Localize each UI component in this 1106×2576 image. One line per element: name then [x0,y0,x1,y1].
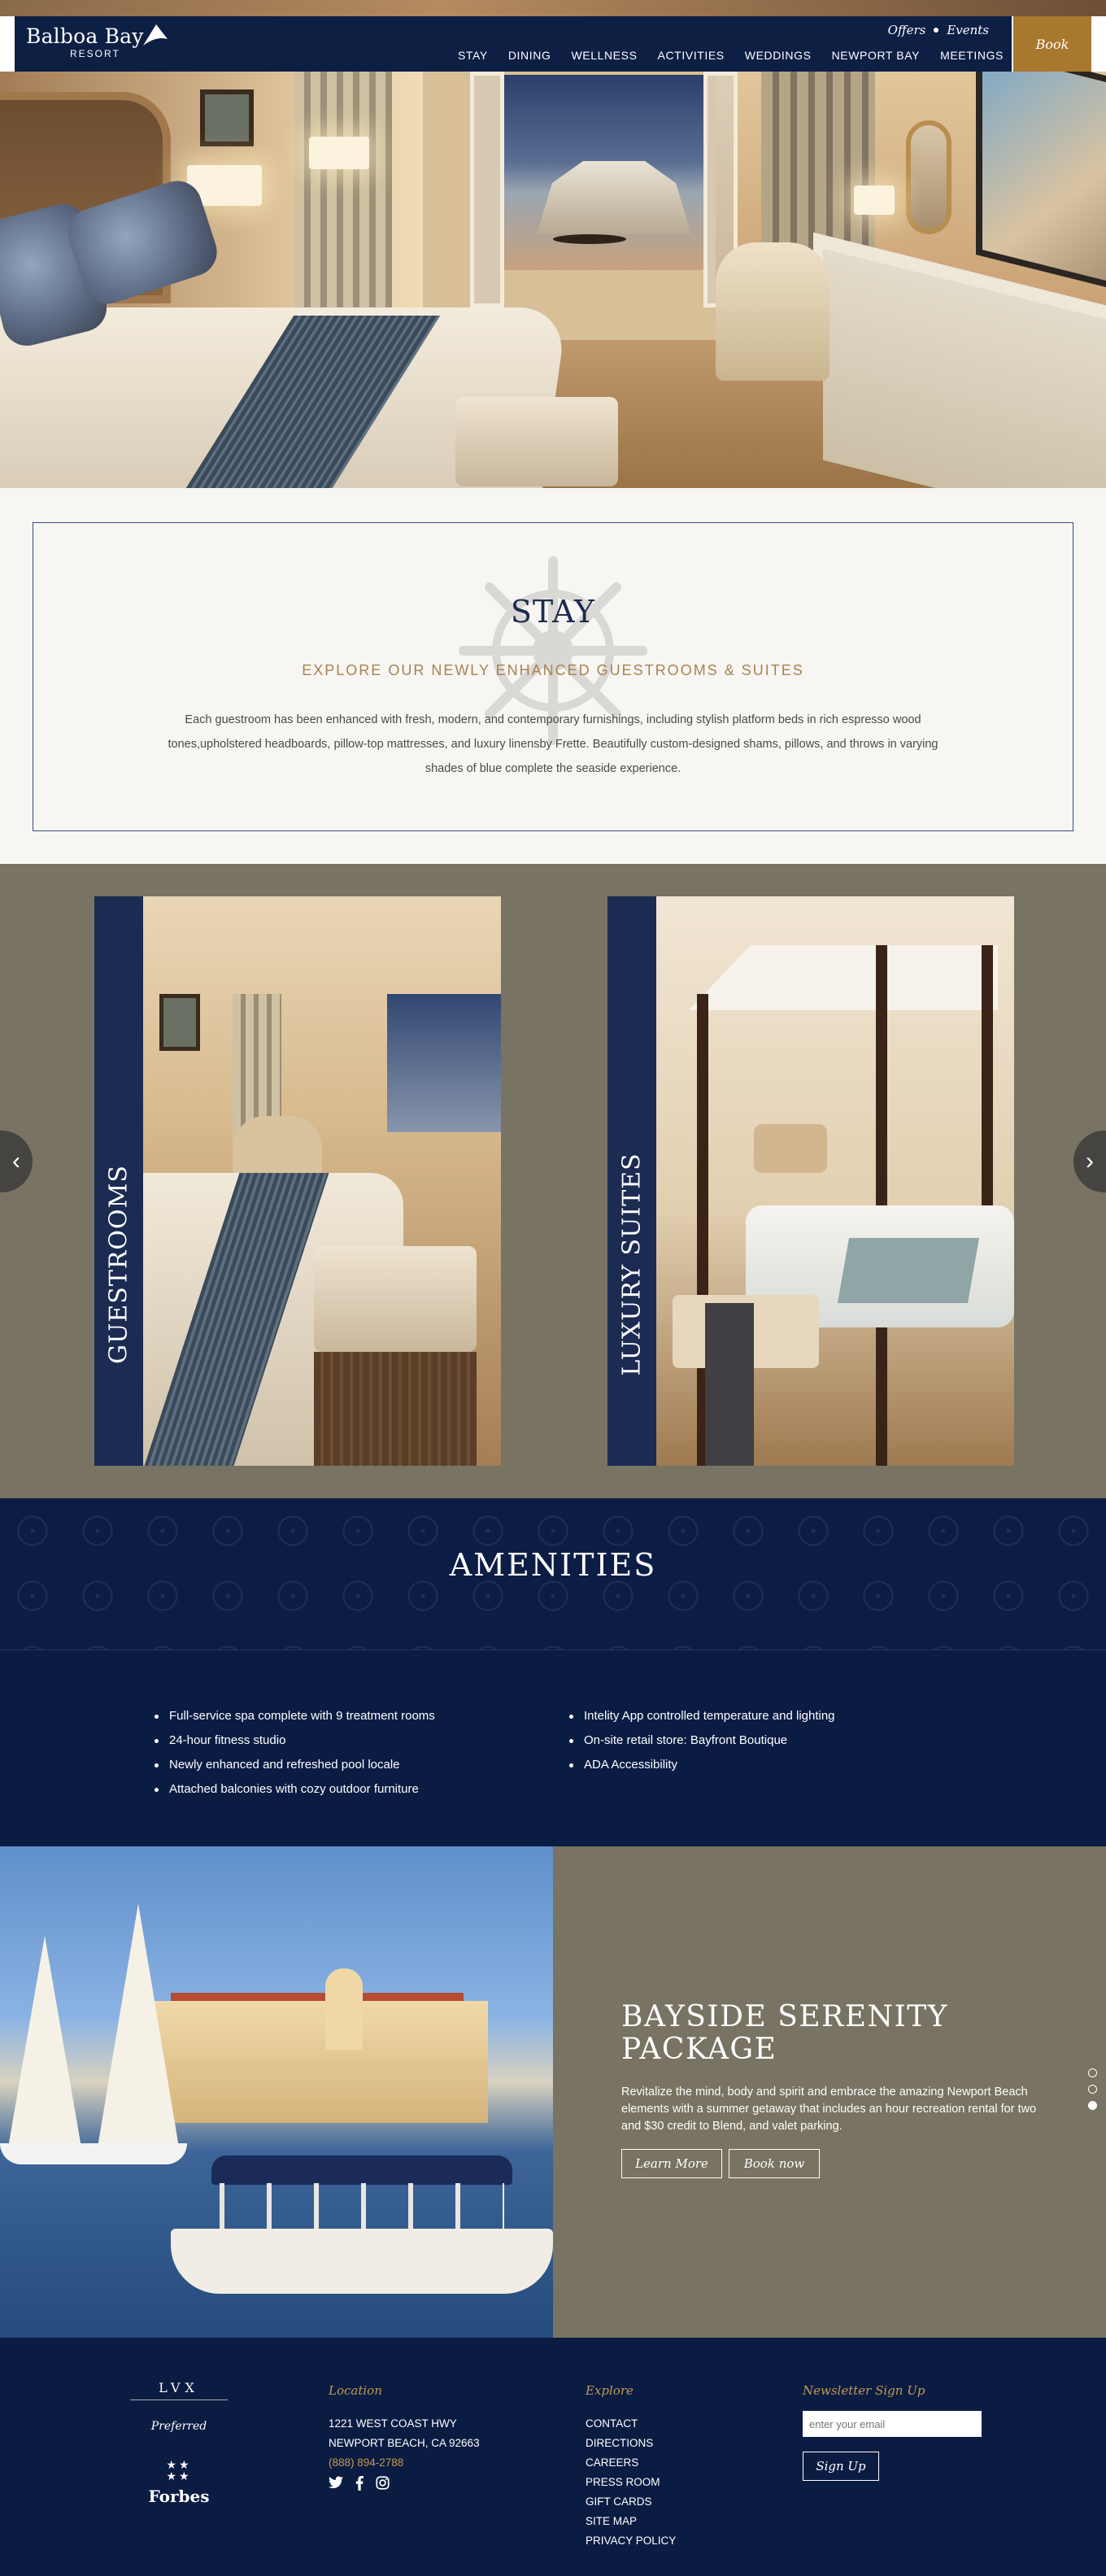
luxury-suites-card[interactable] [607,896,1014,1466]
privacy-policy-link[interactable]: PRIVACY POLICY [586,2535,677,2547]
sail-logo-icon [140,23,169,47]
package-panel [553,1846,1106,2338]
list-item: ADA Accessibility [569,1753,835,1777]
stay-subtitle: EXPLORE OUR NEWLY ENHANCED GUESTROOMS & SUITES [302,662,804,678]
press-room-link[interactable]: PRESS ROOM [586,2476,660,2488]
nav-weddings[interactable]: WEDDINGS [744,49,812,62]
slide-indicators [1088,2068,1097,2110]
stay-title: STAY [510,594,596,630]
events-link[interactable]: Events [947,23,989,37]
book-now-button[interactable]: Book now [729,2149,820,2178]
list-item: On-site retail store: Bayfront Boutique [569,1728,835,1753]
facebook-icon[interactable] [355,2476,364,2491]
phone-link[interactable]: (888) 894-2788 [329,2456,404,2469]
newsletter-email-input[interactable] [803,2411,982,2437]
amenities-left-column [155,1704,435,1802]
instagram-icon[interactable] [376,2476,390,2490]
address-line: 1221 WEST COAST HWY [329,2417,457,2430]
gift-cards-link[interactable]: GIFT CARDS [586,2495,652,2508]
address-line: NEWPORT BEACH, CA 92663 [329,2437,480,2449]
list-item: Attached balconies with cozy outdoor furniture [155,1777,435,1802]
nav-meetings[interactable]: MEETINGS [940,49,1004,62]
careers-link[interactable]: CAREERS [586,2456,639,2469]
luxury-suite-photo [656,896,1014,1466]
location-heading: Location [329,2383,382,2398]
top-photo-strip [0,0,1106,16]
newsletter-heading: Newsletter Sign Up [803,2383,925,2398]
site-map-link[interactable]: SITE MAP [586,2515,638,2527]
learn-more-button[interactable]: Learn More [621,2149,722,2178]
sign-up-button[interactable]: Sign Up [803,2452,879,2481]
preferred-badge: Preferred [150,2420,207,2433]
package-title: BAYSIDE SERENITY PACKAGE [621,2000,949,2066]
list-item: Intelity App controlled temperature and lighting [569,1704,835,1728]
slide-dot[interactable] [1088,2085,1097,2094]
social-links [329,2476,390,2491]
directions-link[interactable]: DIRECTIONS [586,2437,654,2449]
amenities-list [0,1650,1106,1846]
luxury-suites-label: LUXURY SUITES [617,1153,647,1376]
nav-newport-bay[interactable]: NEWPORT BAY [831,49,921,62]
room-types-carousel [0,864,1106,1498]
forbes-badge: Forbes [148,2487,210,2506]
nav-stay[interactable]: STAY [457,49,488,62]
explore-heading: Explore [586,2383,634,2398]
list-item: Full-service spa complete with 9 treatment rooms [155,1704,435,1728]
nav-activities[interactable]: ACTIVITIES [657,49,725,62]
amenities-right-column [569,1704,835,1777]
guestrooms-card[interactable] [94,896,501,1466]
amenities-header [0,1498,1106,1650]
secondary-nav [888,23,989,37]
award-badges [130,2380,228,2506]
contact-link[interactable]: CONTACT [586,2417,638,2430]
logo-subtitle: RESORT [70,48,120,59]
slide-dot[interactable] [1088,2068,1097,2077]
slide-dot-active[interactable] [1088,2101,1097,2110]
amenities-title: AMENITIES [449,1547,657,1583]
card-label-band [607,896,656,1466]
book-button[interactable]: Book [1013,16,1091,72]
offers-link[interactable]: Offers [887,23,926,37]
separator-dot [934,28,938,33]
stay-description: Each guestroom has been enhanced with fresh, modern, and contemporary furnishings, including stylish platform beds in rich espresso wood tones,upholstered headboards, pillow-top mattresses, and luxury linensby Frette. Beautifully custom-designed shams, pillows, and throws in varying shades of blue complete the seaside experience. [168,713,938,775]
resort-logo[interactable] [26,24,144,59]
bayside-harbor-photo [0,1846,553,2338]
chevron-left-icon: ‹ [12,1148,20,1175]
package-description: Revitalize the mind, body and spirit and embrace the amazing Newport Beach elements with a summer getaway that includes an hour recreation rental for two and $30 credit to Blend, and valet parking. [621,2086,1037,2133]
forbes-stars-icon: ★★ ★★ [166,2458,192,2482]
nav-wellness[interactable]: WELLNESS [571,49,638,62]
stay-intro [0,488,1106,862]
explore-links [586,2414,676,2551]
list-item: Newly enhanced and refreshed pool locale [155,1753,435,1777]
hero-guestroom-image [0,72,1106,488]
nav-dining[interactable]: DINING [507,49,551,62]
lvx-badge: LVX [130,2380,228,2400]
chevron-right-icon: › [1086,1148,1094,1175]
list-item: 24-hour fitness studio [155,1728,435,1753]
address-block [329,2414,480,2473]
twitter-icon[interactable] [329,2476,343,2489]
site-footer [0,2338,1106,2576]
site-header [15,16,1012,72]
main-nav [458,49,1004,62]
guestroom-photo [143,896,501,1466]
card-label-band [94,896,143,1466]
logo-name: Balboa Bay [26,24,144,48]
guestrooms-label: GUESTROOMS [104,1165,133,1364]
